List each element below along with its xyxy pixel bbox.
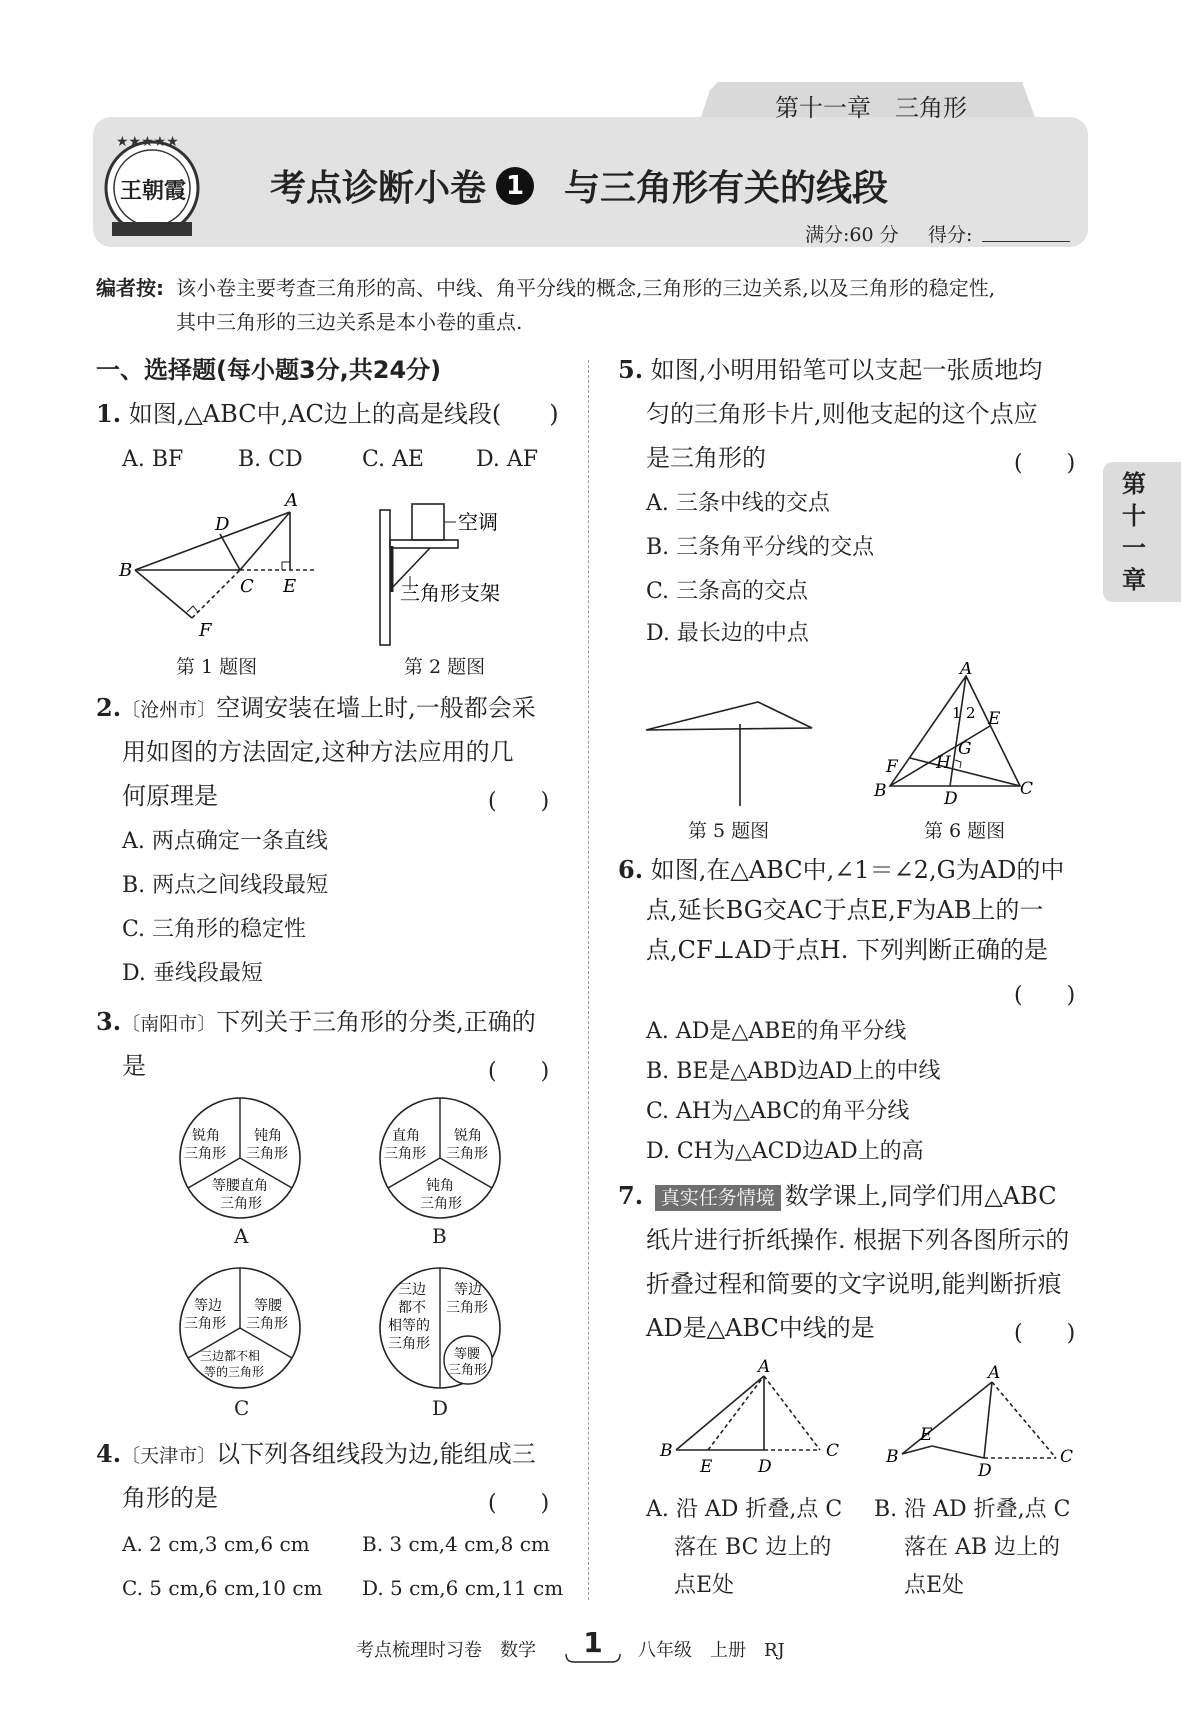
question-text: 如图,△ABC中,AC边上的高是线段( )	[128, 400, 559, 428]
fig7a-label: D	[758, 1457, 772, 1477]
pie-label-a[interactable]: A	[234, 1224, 249, 1248]
paper-number-badge: 1	[496, 167, 534, 205]
pie-label-d[interactable]: D	[432, 1396, 449, 1420]
editor-note-line2: 其中三角形的三边关系是本小卷的重点.	[176, 310, 523, 334]
pie-a-text: 三角形	[246, 1146, 288, 1162]
figure-6	[866, 662, 1046, 812]
pie-c-text: 三边都不相	[200, 1349, 261, 1363]
pie-c-text: 等腰	[254, 1298, 282, 1314]
column-divider	[588, 360, 589, 1600]
q5-option-d[interactable]: D. 最长边的中点	[646, 621, 809, 646]
question-text: 匀的三角形卡片,则他支起的这个点应	[646, 400, 1038, 428]
fig6-label: A	[960, 662, 973, 679]
question-number: 5.	[618, 355, 644, 384]
fig7a-label: C	[826, 1441, 840, 1461]
question-5	[618, 348, 1042, 392]
fig2-label: 空调	[458, 510, 498, 534]
pie-label-b[interactable]: B	[432, 1224, 447, 1248]
answer-bracket[interactable]: ( )	[1014, 451, 1076, 476]
fig6-caption: 第 6 题图	[924, 820, 1006, 842]
figure-5	[640, 694, 820, 814]
answer-bracket[interactable]: ( )	[488, 789, 550, 814]
question-text: 是三角形的	[646, 444, 766, 472]
figure-2	[370, 500, 530, 650]
pie-chart-b[interactable]	[376, 1094, 504, 1222]
question-number: 1.	[96, 399, 122, 428]
fig5-caption: 第 5 题图	[688, 820, 770, 842]
pie-c-text: 等的三角形	[204, 1365, 265, 1379]
fig2-label: 三角形支架	[400, 581, 500, 605]
publisher-logo	[102, 126, 202, 246]
fig6-segment-cf	[910, 758, 1020, 786]
fig7b-label: E	[920, 1425, 933, 1445]
question-text: 用如图的方法固定,这种方法应用的几	[122, 738, 514, 766]
question-3	[96, 1000, 536, 1046]
pie-chart-d[interactable]	[376, 1264, 504, 1392]
question-7	[618, 1174, 1057, 1220]
topic-title: 与三角形有关的线段	[564, 168, 889, 209]
svg-text:★★★★★: ★★★★★	[116, 134, 179, 150]
q5-option-a[interactable]: A. 三条中线的交点	[646, 491, 830, 516]
task-tag: 真实任务情境	[655, 1185, 781, 1211]
question-6	[618, 848, 1064, 892]
question-text: 折叠过程和简要的文字说明,能判断折痕	[646, 1270, 1062, 1298]
pie-d-text: 相等的	[388, 1318, 430, 1334]
question-text: AD是△ABC中线的是	[646, 1314, 875, 1342]
q1-option-d[interactable]: D. AF	[476, 447, 538, 472]
q7-option-a-line2: 落在 BC 边上的	[674, 1535, 832, 1560]
pie-c-text: 等边	[194, 1298, 222, 1314]
fig1-label: D	[215, 514, 230, 535]
question-text: 何原理是	[122, 782, 218, 810]
score-blank[interactable]	[982, 241, 1070, 242]
pie-chart-a[interactable]	[176, 1094, 304, 1222]
question-number: 2.	[96, 693, 122, 722]
pie-a-text: 三角形	[220, 1196, 262, 1212]
question-text: 角形的是	[122, 1484, 218, 1512]
fig7b-label: B	[886, 1447, 899, 1467]
fig6-label: F	[886, 757, 898, 777]
fig7a-folded-ac	[764, 1376, 820, 1450]
answer-bracket[interactable]: ( )	[488, 1491, 550, 1516]
q4-option-b[interactable]: B. 3 cm,4 cm,8 cm	[362, 1532, 550, 1556]
fig6-label: E	[988, 709, 1001, 729]
pie-b-text: 三角形	[446, 1146, 488, 1162]
fig6-label: D	[944, 789, 958, 809]
fig1-caption: 第 1 题图	[176, 656, 258, 678]
pie-c-text: 三角形	[246, 1316, 288, 1332]
fig1-label: C	[240, 576, 254, 597]
fig6-label: 1	[952, 704, 962, 722]
figure-1	[115, 488, 325, 648]
page-title	[270, 160, 888, 211]
question-text: 空调安装在墙上时,一般都会采	[216, 694, 536, 722]
q2-option-a[interactable]: A. 两点确定一条直线	[122, 829, 328, 854]
score-label: 得分:	[928, 224, 973, 246]
side-tab-char: 章	[1122, 566, 1146, 594]
q7-option-b-line2: 落在 AB 边上的	[904, 1535, 1061, 1560]
question-4	[96, 1432, 536, 1478]
q5-option-b[interactable]: B. 三条角平分线的交点	[646, 535, 875, 560]
q7-option-a-line3: 点E处	[674, 1573, 735, 1598]
q6-option-b[interactable]: B. BE是△ABD边AD上的中线	[646, 1059, 941, 1084]
question-text: 点,CF⊥AD于点H. 下列判断正确的是	[646, 936, 1048, 964]
fig2-air-conditioner	[412, 504, 444, 540]
fig1-segment-bf	[135, 570, 192, 618]
logo-text: 王朝霞	[120, 178, 187, 204]
footer-right: 八年级 上册 RJ	[638, 1640, 785, 1661]
fig1-label: E	[283, 576, 297, 597]
page-number: 1	[583, 1626, 603, 1659]
fig1-extension-cf	[192, 570, 240, 618]
question-number: 3.	[96, 1007, 122, 1036]
question-number: 4.	[96, 1439, 122, 1468]
pie-d-text: 等边	[454, 1282, 482, 1298]
answer-bracket[interactable]: ( )	[1014, 1321, 1076, 1346]
score-full: 满分:60 分	[805, 224, 899, 246]
fig7a-fold-ae	[708, 1376, 764, 1450]
paper-title: 考点诊断小卷	[270, 168, 487, 209]
q2-option-d[interactable]: D. 垂线段最短	[122, 961, 263, 986]
side-tab-char: 一	[1122, 534, 1146, 562]
question-2	[96, 686, 536, 732]
q2-option-b[interactable]: B. 两点之间线段最短	[122, 873, 329, 898]
pie-a-text: 三角形	[184, 1146, 226, 1162]
fig7b-folded-ac	[992, 1382, 1056, 1458]
q7-option-b[interactable]: B. 沿 AD 折叠,点 C	[874, 1497, 1071, 1522]
question-text: 是	[122, 1052, 146, 1080]
answer-bracket[interactable]: ( )	[488, 1059, 550, 1084]
section-title: 一、选择题(每小题3分,共24分)	[96, 356, 442, 384]
region-tag: 〔天津市〕	[121, 1445, 217, 1467]
fig7b-label: A	[988, 1363, 1001, 1383]
region-tag: 〔沧州市〕	[121, 699, 217, 721]
pie-d-text: 三角形	[446, 1300, 488, 1316]
fig6-label: H	[936, 753, 951, 773]
answer-bracket[interactable]: ( )	[1014, 983, 1076, 1008]
q6-option-a[interactable]: A. AD是△ABE的角平分线	[646, 1019, 907, 1044]
pie-chart-c[interactable]	[176, 1264, 304, 1392]
fig1-label: A	[285, 490, 298, 511]
q4-option-d[interactable]: D. 5 cm,6 cm,11 cm	[362, 1576, 564, 1600]
fig7b-side-ab	[902, 1382, 992, 1454]
pie-d-text: 都不	[398, 1300, 426, 1316]
fig2-shelf	[390, 540, 458, 548]
q4-option-a[interactable]: A. 2 cm,3 cm,6 cm	[122, 1532, 310, 1556]
question-text: 如图,在△ABC中,∠1＝∠2,G为AD的中	[650, 856, 1065, 884]
editor-note-label: 编者按:	[96, 276, 164, 300]
pie-label-c[interactable]: C	[234, 1396, 250, 1420]
fig6-label: 2	[966, 704, 976, 722]
fig6-label: B	[874, 781, 887, 801]
q5-option-c[interactable]: C. 三条高的交点	[646, 579, 809, 604]
fig2-wall	[380, 510, 390, 645]
pie-a-text: 锐角	[192, 1128, 220, 1144]
fig7b-folded-ed	[932, 1446, 984, 1458]
q6-option-c[interactable]: C. AH为△ABC的角平分线	[646, 1099, 910, 1124]
pie-b-text: 锐角	[454, 1128, 482, 1144]
fig6-label: C	[1020, 779, 1034, 799]
pie-d-text: 三角形	[388, 1336, 430, 1352]
side-tab-char: 第	[1122, 470, 1146, 498]
fig7b-label: C	[1060, 1447, 1074, 1467]
question-number: 7.	[618, 1181, 644, 1210]
pie-a-text: 钝角	[254, 1128, 282, 1144]
question-number: 6.	[618, 855, 644, 884]
fig7a-label: B	[660, 1441, 673, 1461]
q6-option-d[interactable]: D. CH为△ACD边AD上的高	[646, 1139, 924, 1164]
fig2-caption: 第 2 题图	[404, 656, 486, 678]
fig6-label: G	[958, 739, 972, 759]
pie-a-text: 等腰直角	[212, 1178, 268, 1194]
region-tag: 〔南阳市〕	[121, 1013, 217, 1035]
question-text: 点,延长BG交AC于点E,F为AB上的一	[646, 896, 1044, 924]
q7-option-a[interactable]: A. 沿 AD 折叠,点 C	[646, 1497, 843, 1522]
q1-option-c[interactable]: C. AE	[362, 447, 424, 472]
side-tab-char: 十	[1122, 502, 1146, 530]
fig7a-label: E	[700, 1457, 713, 1477]
pie-c-text: 三角形	[184, 1316, 226, 1332]
fig7a-side-ab	[676, 1376, 764, 1450]
fig7b-crease-ad	[984, 1382, 992, 1458]
pie-b-text: 三角形	[384, 1146, 426, 1162]
question-text: 如图,小明用铅笔可以支起一张质地均	[650, 356, 1043, 384]
fig7a-label: A	[758, 1357, 771, 1377]
q7-option-b-line3: 点E处	[904, 1573, 965, 1598]
footer-left: 考点梳理时习卷 数学	[356, 1640, 536, 1661]
q1-option-a[interactable]: A. BF	[122, 447, 184, 472]
question-text: 数学课上,同学们用△ABC	[784, 1182, 1057, 1210]
pie-d-text: 等腰	[454, 1347, 481, 1362]
fig7b-label: D	[978, 1461, 992, 1481]
question-text: 下列关于三角形的分类,正确的	[216, 1008, 536, 1036]
q2-option-c[interactable]: C. 三角形的稳定性	[122, 917, 307, 942]
chapter-title: 第十一章 三角形	[775, 94, 967, 122]
pie-d-text: 三边	[398, 1282, 426, 1298]
editor-note-line1: 该小卷主要考查三角形的高、中线、角平分线的概念,三角形的三边关系,以及三角形的稳定性,	[176, 276, 996, 300]
pie-b-text: 钝角	[426, 1178, 454, 1194]
chapter-side-tab	[1103, 462, 1181, 602]
figure-7a	[656, 1354, 856, 1479]
pie-b-text: 直角	[392, 1128, 420, 1144]
figure-7b	[880, 1362, 1080, 1487]
fig1-side-ba	[135, 512, 290, 570]
question-text: 以下列各组线段为边,能组成三	[216, 1440, 536, 1468]
pie-b-text: 三角形	[420, 1196, 462, 1212]
fig1-label: F	[199, 620, 212, 641]
fig5-triangle-card	[646, 702, 812, 730]
fig1-segment-cd	[220, 534, 240, 570]
fig1-label: B	[119, 560, 133, 581]
pie-d-text: 三角形	[448, 1363, 488, 1378]
q4-option-c[interactable]: C. 5 cm,6 cm,10 cm	[122, 1576, 323, 1600]
q1-option-b[interactable]: B. CD	[238, 447, 303, 472]
question-1	[96, 392, 559, 436]
question-text: 纸片进行折纸操作. 根据下列各图所示的	[646, 1226, 1070, 1254]
